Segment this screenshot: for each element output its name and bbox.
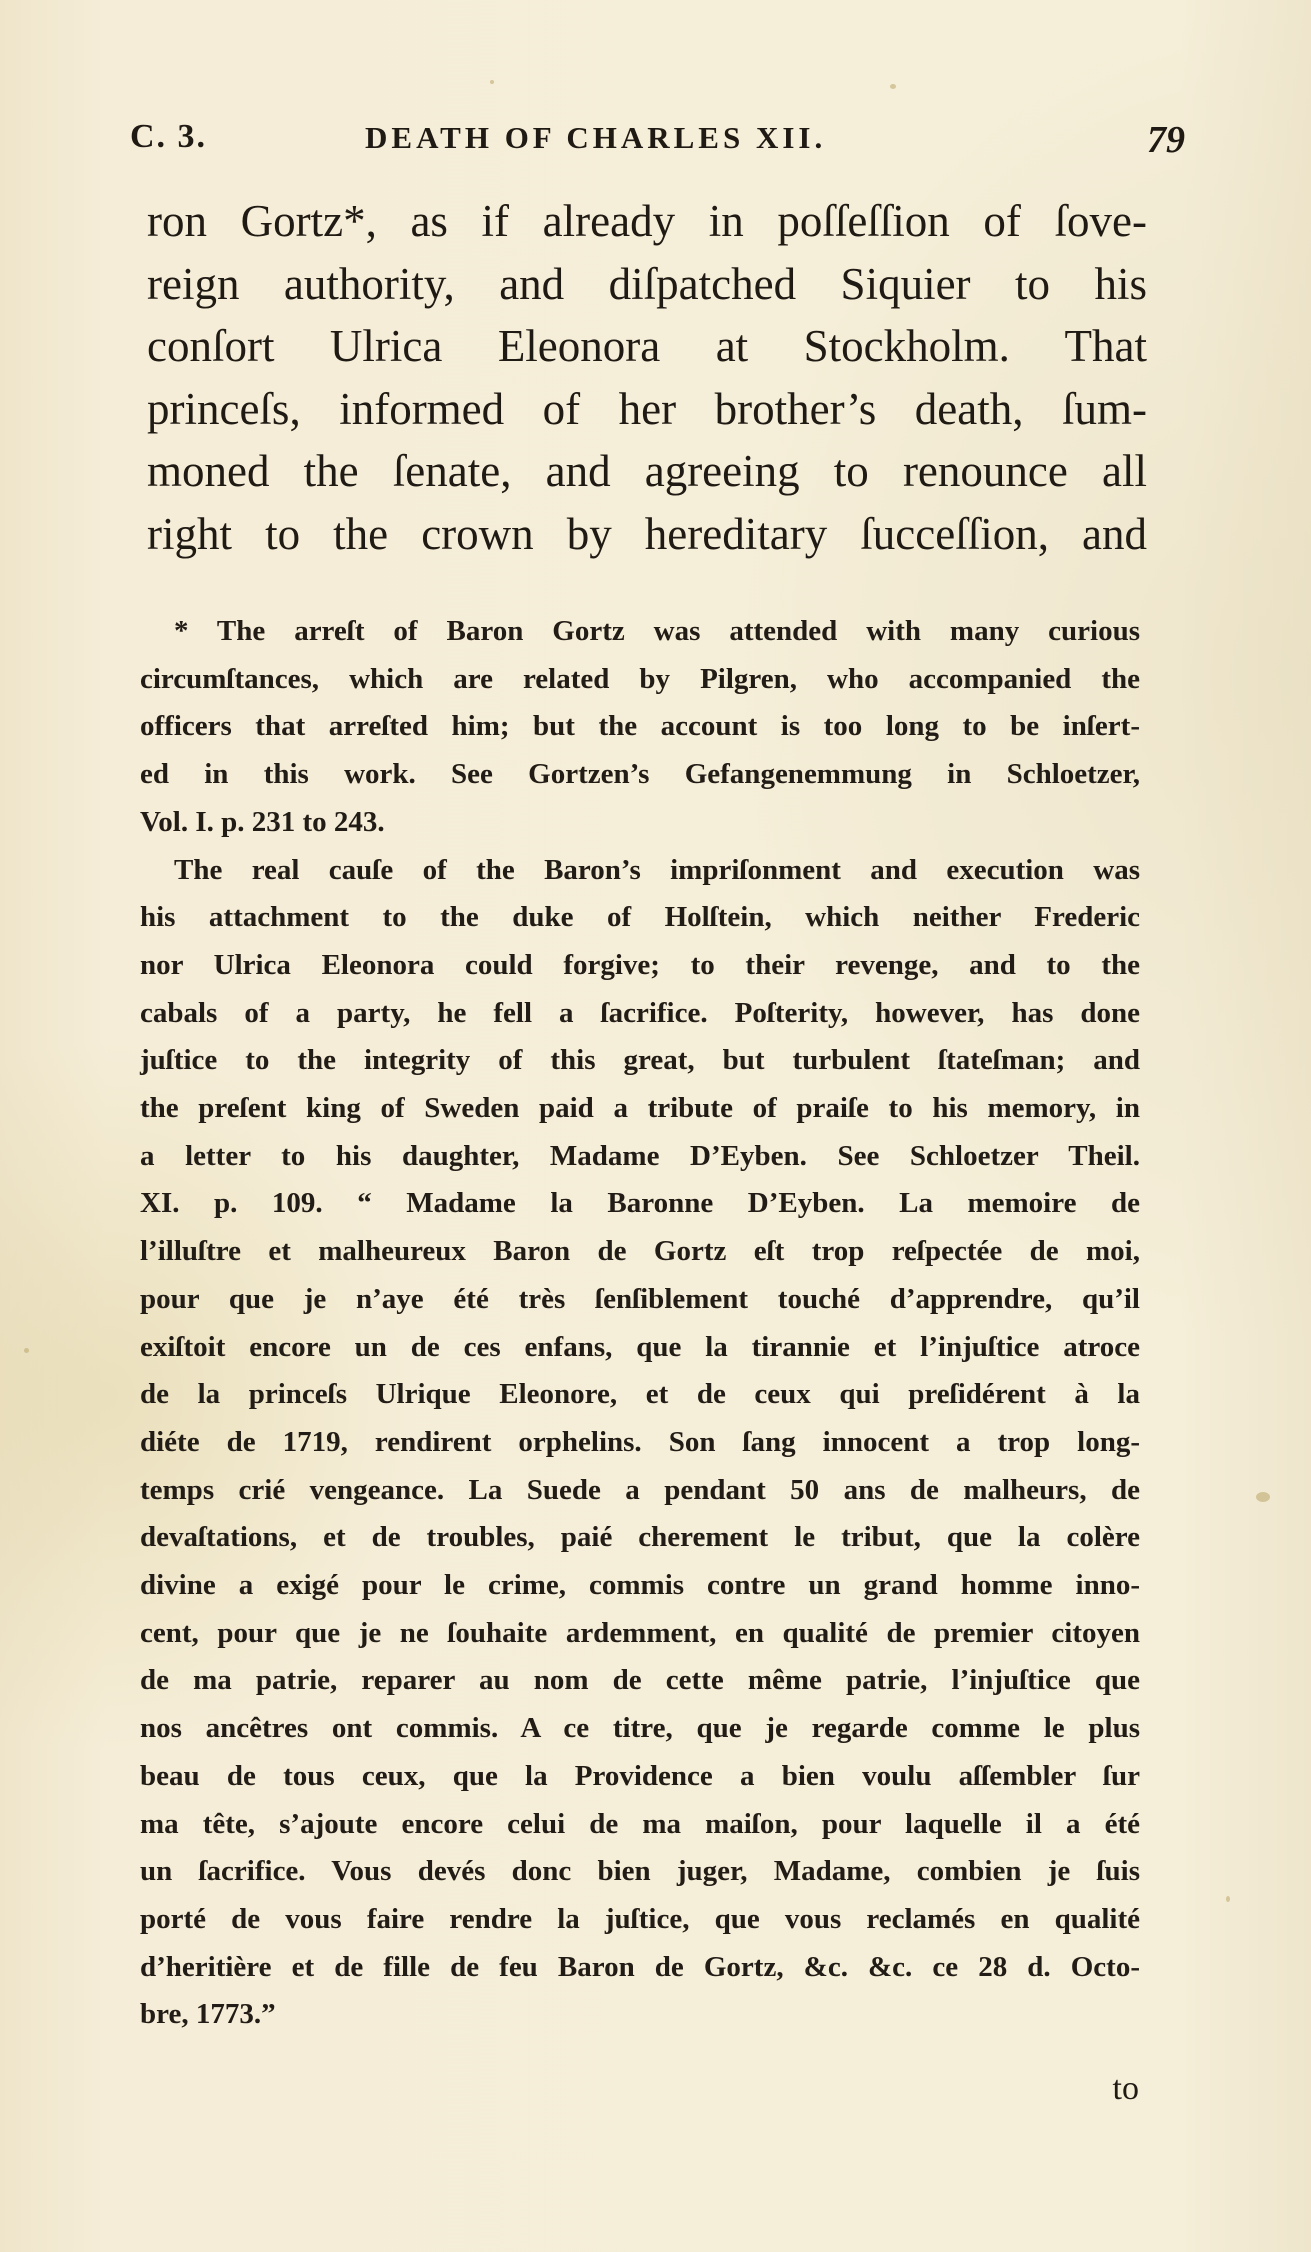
footnote-line: juſtice to the integrity of this great, but turbulent ſtateſman; and [140, 1044, 1140, 1077]
paper-speck [24, 1348, 29, 1353]
main-text-line: moned the ſenate, and agreeing to renounce all [147, 446, 1147, 496]
catchword: to [1112, 2070, 1139, 2107]
footnote-line: pour que je n’aye été très ſenſiblement touché d’apprendre, qu’il [140, 1282, 1140, 1315]
main-text-line: reign authority, and diſpatched Siquier to his [147, 258, 1147, 309]
footnote-line: officers that arreſted him; but the account is too long to be inſert- [140, 710, 1140, 743]
footnote-line: The real cauſe of the Baron’s impriſonment and execution was [174, 853, 1140, 886]
paper-speck [1256, 1492, 1270, 1502]
footnote-line: devaſtations, et de troubles, paié cherement le tribut, que la colère [140, 1521, 1140, 1554]
page-number: 79 [1147, 119, 1185, 161]
footnote-line: the preſent king of Sweden paid a tribute of praiſe to his memory, in [140, 1092, 1140, 1125]
footnote-line: beau de tous ceux, que la Providence a bien voulu aſſembler ſur [140, 1759, 1140, 1792]
paper-speck [1226, 1896, 1230, 1902]
footnote-line: nos ancêtres ont commis. A ce titre, que je regarde comme le plus [140, 1712, 1140, 1745]
footnote-line: divine a exigé pour le crime, commis contre un grand homme inno- [140, 1569, 1140, 1602]
footnote-line: Vol. I. p. 231 to 243. [140, 805, 385, 838]
main-text [147, 190, 1147, 565]
footnote-line: d’heritière et de fille de feu Baron de Gortz, &c. &c. ce 28 d. Octo- [140, 1950, 1140, 1983]
footnote-line: cabals of a party, he fell a ſacrifice. Poſterity, however, has done [140, 996, 1140, 1029]
footnote-line: temps crié vengeance. La Suede a pendant 50 ans de malheurs, de [140, 1473, 1140, 1506]
footnote-line: l’illuſtre et malheureux Baron de Gortz eſt trop reſpectée de moi, [140, 1235, 1140, 1268]
footnote-line: XI. p. 109. “ Madame la Baronne D’Eyben. La memoire de [140, 1187, 1140, 1220]
main-text-line: conſort Ulrica Eleonora at Stockholm. That [147, 321, 1147, 371]
footnote-line: ma tête, s’ajoute encore celui de ma maiſon, pour laquelle il a été [140, 1807, 1140, 1840]
footnote-line: de la princeſs Ulrique Eleonore, et de ceux qui preſidérent à la [140, 1378, 1140, 1411]
paper-speck [890, 84, 896, 89]
footnote-line: a letter to his daughter, Madame D’Eyben. See Schloetzer Theil. [140, 1139, 1140, 1172]
footnote-line: cent, pour que je ne ſouhaite ardemment, en qualité de premier citoyen [140, 1616, 1140, 1649]
footnote-line: exiſtoit encore un de ces enfans, que la tirannie et l’injuſtice atroce [140, 1330, 1140, 1363]
paper-speck [490, 80, 494, 84]
footnote-line: circumſtances, which are related by Pilgren, who accompanied the [140, 662, 1140, 695]
running-header [130, 118, 1185, 168]
footnote [140, 608, 1140, 2039]
footnote-line: de ma patrie, reparer au nom de cette même patrie, l’injuſtice que [140, 1664, 1140, 1697]
footnote-line: un ſacrifice. Vous devés donc bien juger, Madame, combien je ſuis [140, 1855, 1140, 1888]
main-text-line: right to the crown by hereditary ſucceſſion, and [147, 508, 1147, 559]
footnote-line: porté de vous faire rendre la juſtice, que vous reclamés en qualité [140, 1902, 1140, 1935]
footnote-line: * The arreſt of Baron Gortz was attended with many curious [174, 615, 1140, 647]
main-text-line: princeſs, informed of her brother’s death, ſum- [147, 383, 1147, 434]
footnote-line: ed in this work. See Gortzen’s Gefangenemmung in Schloetzer, [140, 758, 1140, 791]
running-title: DEATH OF CHARLES XII. [365, 120, 827, 155]
chapter-marker: C. 3. [130, 118, 208, 155]
footnote-line: nor Ulrica Eleonora could forgive; to their revenge, and to the [140, 948, 1140, 981]
footnote-line: his attachment to the duke of Holſtein, which neither Frederic [140, 901, 1140, 934]
footnote-line: bre, 1773.” [140, 1998, 276, 2031]
footnote-line: diéte de 1719, rendirent orphelins. Son ſang innocent a trop long- [140, 1425, 1140, 1458]
main-text-line: ron Gortz*, as if already in poſſeſſion of ſove- [147, 196, 1147, 246]
